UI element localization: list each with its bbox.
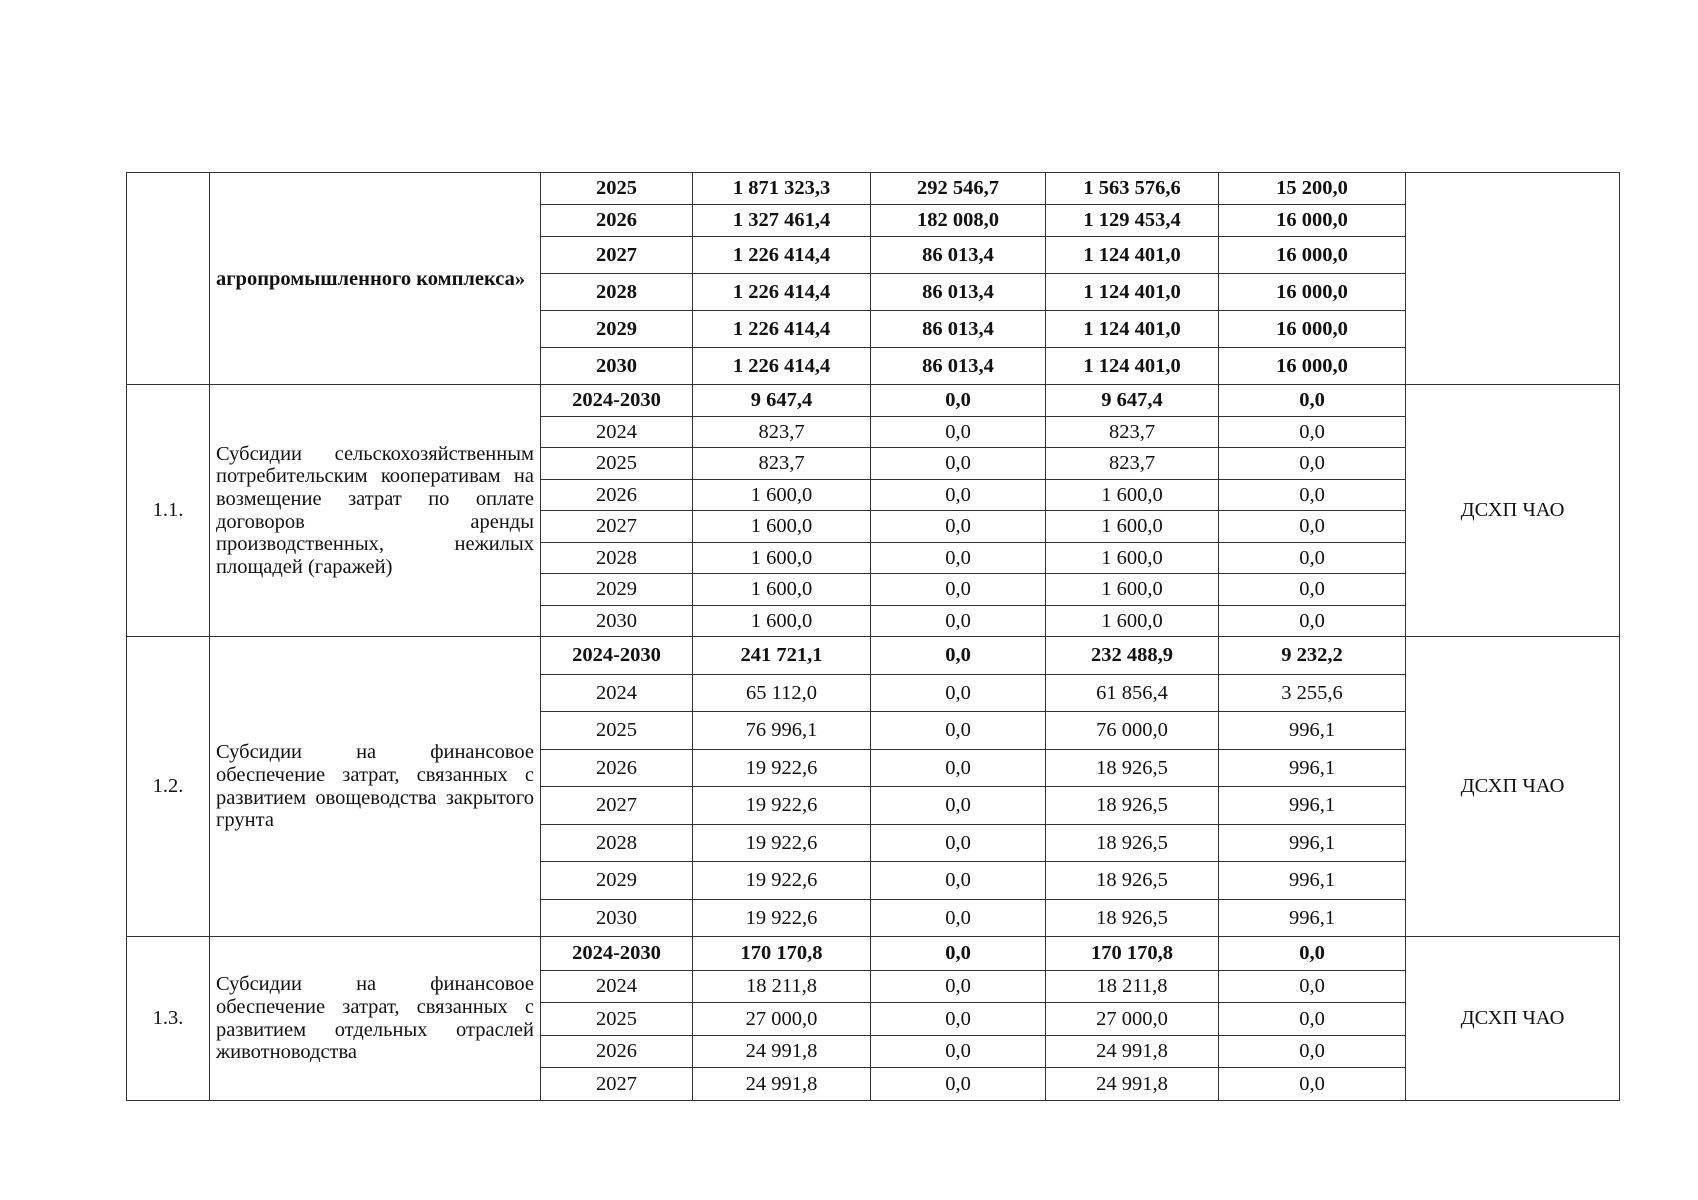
year-cell: 2024-2030 [541,937,693,971]
year-cell: 2024 [541,417,693,448]
federal-budget-cell: 0,0 [871,900,1046,937]
total-cell: 19 922,6 [693,750,871,787]
total-cell: 1 600,0 [693,574,871,606]
other-sources-cell: 996,1 [1219,712,1406,750]
federal-budget-cell: 0,0 [871,511,1046,543]
federal-budget-cell: 0,0 [871,971,1046,1003]
total-cell: 1 226 414,4 [693,274,871,311]
total-cell: 1 871 323,3 [693,173,871,205]
year-cell: 2030 [541,348,693,385]
item-number: 1.2. [127,637,210,937]
total-cell: 1 327 461,4 [693,205,871,237]
total-cell: 823,7 [693,448,871,480]
year-cell: 2027 [541,237,693,274]
table-row [127,385,1620,417]
regional-budget-cell: 1 129 453,4 [1046,205,1219,237]
year-cell: 2025 [541,712,693,750]
item-name: Субсидии на финансовое обеспечение затрат, связанных с развитием овощеводства закрытого грунта [210,637,541,937]
other-sources-cell: 0,0 [1219,937,1406,971]
other-sources-cell: 16 000,0 [1219,274,1406,311]
item-name: Субсидии сельскохозяйственным потребительским кооперативам на возмещение затрат по оплате договоров аренды производственных, нежилых площадей (гаражей) [210,385,541,637]
federal-budget-cell: 0,0 [871,385,1046,417]
regional-budget-cell: 232 488,9 [1046,637,1219,675]
year-cell: 2028 [541,825,693,862]
executor-cell: ДСХП ЧАО [1406,385,1620,637]
item-number: 1.3. [127,937,210,1101]
other-sources-cell: 0,0 [1219,417,1406,448]
year-cell: 2028 [541,543,693,574]
other-sources-cell: 0,0 [1219,1003,1406,1036]
table-row [127,937,1620,971]
other-sources-cell: 0,0 [1219,1068,1406,1101]
year-cell: 2024-2030 [541,637,693,675]
regional-budget-cell: 823,7 [1046,448,1219,480]
table-row [127,637,1620,675]
regional-budget-cell: 76 000,0 [1046,712,1219,750]
item-number: 1.1. [127,385,210,637]
regional-budget-cell: 1 600,0 [1046,543,1219,574]
federal-budget-cell: 0,0 [871,1003,1046,1036]
total-cell: 76 996,1 [693,712,871,750]
other-sources-cell: 16 000,0 [1219,237,1406,274]
federal-budget-cell: 0,0 [871,606,1046,637]
federal-budget-cell: 86 013,4 [871,274,1046,311]
item-number [127,173,210,385]
total-cell: 19 922,6 [693,825,871,862]
federal-budget-cell: 0,0 [871,637,1046,675]
regional-budget-cell: 18 926,5 [1046,787,1219,825]
year-cell: 2029 [541,311,693,348]
total-cell: 1 600,0 [693,511,871,543]
total-cell: 1 600,0 [693,480,871,511]
other-sources-cell: 16 000,0 [1219,311,1406,348]
total-cell: 1 226 414,4 [693,348,871,385]
regional-budget-cell: 1 600,0 [1046,511,1219,543]
federal-budget-cell: 0,0 [871,825,1046,862]
year-cell: 2025 [541,173,693,205]
other-sources-cell: 996,1 [1219,900,1406,937]
other-sources-cell: 996,1 [1219,787,1406,825]
federal-budget-cell: 0,0 [871,574,1046,606]
other-sources-cell: 16 000,0 [1219,205,1406,237]
executor-cell: ДСХП ЧАО [1406,637,1620,937]
regional-budget-cell: 18 926,5 [1046,900,1219,937]
other-sources-cell: 0,0 [1219,480,1406,511]
year-cell: 2030 [541,606,693,637]
total-cell: 19 922,6 [693,862,871,900]
total-cell: 1 600,0 [693,543,871,574]
regional-budget-cell: 1 124 401,0 [1046,311,1219,348]
regional-budget-cell: 170 170,8 [1046,937,1219,971]
funding-table [126,172,1620,1101]
total-cell: 1 226 414,4 [693,311,871,348]
regional-budget-cell: 1 124 401,0 [1046,274,1219,311]
federal-budget-cell: 86 013,4 [871,237,1046,274]
year-cell: 2026 [541,205,693,237]
executor-cell: ДСХП ЧАО [1406,937,1620,1101]
item-name: Субсидии на финансовое обеспечение затрат, связанных с развитием отдельных отраслей животноводства [210,937,541,1101]
regional-budget-cell: 1 600,0 [1046,606,1219,637]
other-sources-cell: 0,0 [1219,511,1406,543]
year-cell: 2025 [541,448,693,480]
other-sources-cell: 996,1 [1219,862,1406,900]
total-cell: 241 721,1 [693,637,871,675]
year-cell: 2026 [541,1036,693,1068]
table-row [127,173,1620,205]
other-sources-cell: 0,0 [1219,574,1406,606]
federal-budget-cell: 0,0 [871,787,1046,825]
regional-budget-cell: 61 856,4 [1046,675,1219,712]
year-cell: 2024 [541,675,693,712]
regional-budget-cell: 1 563 576,6 [1046,173,1219,205]
total-cell: 18 211,8 [693,971,871,1003]
other-sources-cell: 0,0 [1219,448,1406,480]
other-sources-cell: 0,0 [1219,385,1406,417]
federal-budget-cell: 0,0 [871,417,1046,448]
federal-budget-cell: 0,0 [871,712,1046,750]
total-cell: 170 170,8 [693,937,871,971]
year-cell: 2027 [541,511,693,543]
total-cell: 1 600,0 [693,606,871,637]
regional-budget-cell: 1 124 401,0 [1046,348,1219,385]
federal-budget-cell: 0,0 [871,448,1046,480]
total-cell: 19 922,6 [693,900,871,937]
total-cell: 823,7 [693,417,871,448]
total-cell: 65 112,0 [693,675,871,712]
year-cell: 2026 [541,480,693,511]
federal-budget-cell: 86 013,4 [871,348,1046,385]
executor-cell [1406,173,1620,385]
total-cell: 27 000,0 [693,1003,871,1036]
regional-budget-cell: 24 991,8 [1046,1036,1219,1068]
other-sources-cell: 3 255,6 [1219,675,1406,712]
year-cell: 2026 [541,750,693,787]
item-name: агропромышленного комплекса» [210,173,541,385]
regional-budget-cell: 27 000,0 [1046,1003,1219,1036]
year-cell: 2030 [541,900,693,937]
total-cell: 24 991,8 [693,1036,871,1068]
year-cell: 2024-2030 [541,385,693,417]
federal-budget-cell: 0,0 [871,750,1046,787]
other-sources-cell: 0,0 [1219,1036,1406,1068]
regional-budget-cell: 24 991,8 [1046,1068,1219,1101]
other-sources-cell: 0,0 [1219,971,1406,1003]
federal-budget-cell: 0,0 [871,862,1046,900]
federal-budget-cell: 182 008,0 [871,205,1046,237]
total-cell: 9 647,4 [693,385,871,417]
regional-budget-cell: 9 647,4 [1046,385,1219,417]
federal-budget-cell: 0,0 [871,480,1046,511]
year-cell: 2029 [541,862,693,900]
federal-budget-cell: 86 013,4 [871,311,1046,348]
other-sources-cell: 16 000,0 [1219,348,1406,385]
year-cell: 2024 [541,971,693,1003]
federal-budget-cell: 0,0 [871,1068,1046,1101]
year-cell: 2027 [541,787,693,825]
year-cell: 2028 [541,274,693,311]
regional-budget-cell: 1 600,0 [1046,480,1219,511]
total-cell: 1 226 414,4 [693,237,871,274]
federal-budget-cell: 0,0 [871,543,1046,574]
year-cell: 2027 [541,1068,693,1101]
table-body [127,173,1620,1101]
other-sources-cell: 996,1 [1219,750,1406,787]
federal-budget-cell: 292 546,7 [871,173,1046,205]
regional-budget-cell: 1 124 401,0 [1046,237,1219,274]
other-sources-cell: 996,1 [1219,825,1406,862]
regional-budget-cell: 18 926,5 [1046,750,1219,787]
year-cell: 2025 [541,1003,693,1036]
other-sources-cell: 0,0 [1219,606,1406,637]
federal-budget-cell: 0,0 [871,937,1046,971]
other-sources-cell: 15 200,0 [1219,173,1406,205]
federal-budget-cell: 0,0 [871,675,1046,712]
other-sources-cell: 9 232,2 [1219,637,1406,675]
total-cell: 24 991,8 [693,1068,871,1101]
regional-budget-cell: 823,7 [1046,417,1219,448]
regional-budget-cell: 1 600,0 [1046,574,1219,606]
total-cell: 19 922,6 [693,787,871,825]
regional-budget-cell: 18 926,5 [1046,862,1219,900]
other-sources-cell: 0,0 [1219,543,1406,574]
regional-budget-cell: 18 211,8 [1046,971,1219,1003]
regional-budget-cell: 18 926,5 [1046,825,1219,862]
federal-budget-cell: 0,0 [871,1036,1046,1068]
year-cell: 2029 [541,574,693,606]
